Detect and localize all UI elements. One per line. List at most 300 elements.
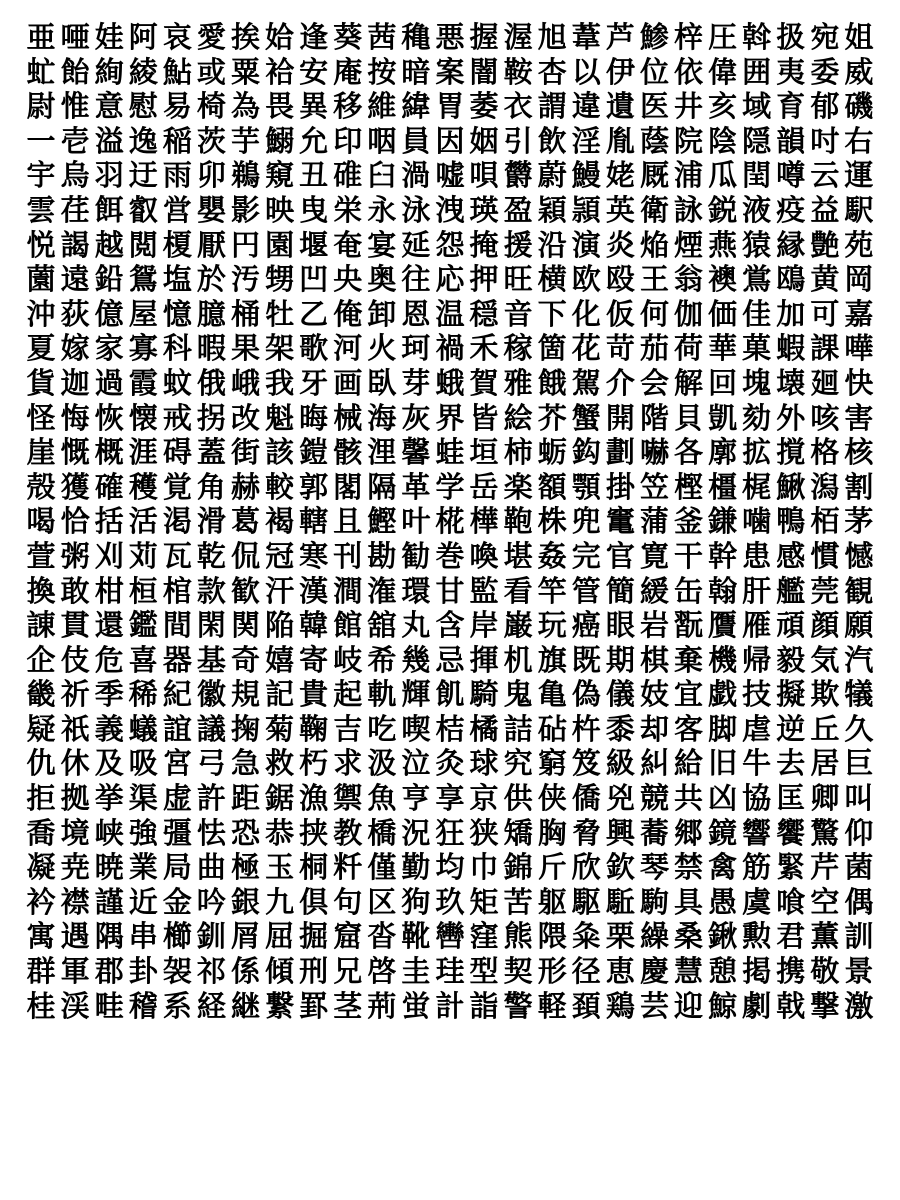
kanji-glyph: 妓 [639,677,669,712]
kanji-glyph: 英 [605,192,635,227]
kanji-glyph: 憶 [162,296,192,331]
kanji-glyph: 鴬 [742,262,772,297]
kanji-glyph: 訓 [844,919,874,954]
kanji-glyph: 稼 [503,331,533,366]
kanji-glyph: 貫 [60,608,90,643]
kanji-glyph: 滑 [196,504,226,539]
kanji-glyph: 玩 [537,608,567,643]
kanji-glyph: 換 [26,573,56,608]
kanji-glyph: 乙 [299,296,329,331]
kanji-glyph: 恩 [401,296,431,331]
kanji-glyph: 屈 [265,919,295,954]
kanji-glyph: 軌 [367,677,397,712]
kanji-glyph: 匡 [776,781,806,816]
kanji-glyph: 議 [196,711,226,746]
kanji-row [24,55,876,90]
kanji-glyph: 欣 [571,850,601,885]
kanji-glyph: 球 [469,746,499,781]
kanji-glyph: 唖 [60,20,90,54]
kanji-glyph: 萎 [469,89,499,124]
kanji-glyph: 衛 [639,192,669,227]
kanji-glyph: 挨 [231,20,261,54]
kanji-glyph: 桶 [231,296,261,331]
kanji-glyph: 卯 [196,158,226,193]
kanji-glyph: 允 [299,123,329,158]
kanji-glyph: 褐 [265,504,295,539]
kanji-glyph: 該 [265,435,295,470]
kanji-glyph: 印 [333,123,363,158]
kanji-glyph: 寡 [128,331,158,366]
kanji-glyph: 客 [674,711,704,746]
kanji-glyph: 啓 [367,954,397,989]
kanji-glyph: 以 [571,54,601,89]
kanji-glyph: 岸 [469,608,499,643]
kanji-glyph: 熊 [503,919,533,954]
kanji-glyph: 謂 [537,89,567,124]
kanji-glyph: 教 [333,815,363,850]
kanji-glyph: 或 [196,54,226,89]
kanji-row [24,746,876,781]
kanji-glyph: 絢 [94,54,124,89]
kanji-glyph: 饗 [776,815,806,850]
kanji-glyph: 音 [503,296,533,331]
kanji-glyph: 姥 [605,158,635,193]
kanji-glyph: 液 [742,192,772,227]
kanji-glyph: 委 [810,54,840,89]
kanji-glyph: 激 [844,988,874,1023]
kanji-glyph: 汽 [844,642,874,677]
kanji-glyph: 岡 [844,262,874,297]
kanji-glyph: 煙 [674,227,704,262]
kanji-glyph: 悪 [435,20,465,54]
kanji-glyph: 陰 [708,123,738,158]
kanji-glyph: 記 [265,677,295,712]
kanji-glyph: 運 [844,158,874,193]
kanji-glyph: 既 [571,642,601,677]
kanji-glyph: 繋 [265,988,295,1023]
kanji-glyph: 吟 [196,884,226,919]
kanji-glyph: 焔 [639,227,669,262]
kanji-glyph: 殻 [26,469,56,504]
kanji-glyph: 王 [639,262,669,297]
kanji-row [24,989,876,1024]
kanji-glyph: 串 [128,919,158,954]
kanji-glyph: 溢 [94,123,124,158]
kanji-glyph: 仇 [26,746,56,781]
kanji-glyph: 掬 [231,711,261,746]
kanji-glyph: 椅 [196,89,226,124]
kanji-glyph: 苛 [605,331,635,366]
kanji-glyph: 絵 [503,400,533,435]
kanji-glyph: 漢 [299,573,329,608]
kanji-glyph: 栢 [810,504,840,539]
kanji-glyph: 脚 [708,711,738,746]
kanji-glyph: 器 [162,642,192,677]
kanji-glyph: 慣 [810,538,840,573]
kanji-glyph: 掛 [605,469,635,504]
kanji-glyph: 温 [435,296,465,331]
kanji-glyph: 餌 [94,192,124,227]
kanji-glyph: 含 [435,608,465,643]
kanji-glyph: 泳 [401,192,431,227]
kanji-glyph: 各 [674,435,704,470]
kanji-glyph: 期 [605,642,635,677]
kanji-glyph: 凱 [708,400,738,435]
kanji-glyph: 樺 [469,504,499,539]
kanji-glyph: 奥 [367,262,397,297]
kanji-glyph: 撃 [810,988,840,1023]
kanji-glyph: 稀 [128,677,158,712]
kanji-glyph: 徽 [196,677,226,712]
kanji-glyph: 因 [435,123,465,158]
kanji-glyph: 僑 [571,781,601,816]
kanji-glyph: 臆 [196,296,226,331]
kanji-glyph: 覚 [162,469,192,504]
kanji-row [24,850,876,885]
kanji-glyph: 玉 [265,850,295,885]
kanji-glyph: 掲 [742,954,772,989]
kanji-glyph: 祇 [60,711,90,746]
kanji-glyph: 右 [844,123,874,158]
kanji-glyph: 揮 [469,642,499,677]
kanji-glyph: 劇 [742,988,772,1023]
kanji-glyph: 衣 [503,89,533,124]
kanji-glyph: 雁 [742,608,772,643]
kanji-glyph: 井 [674,89,704,124]
kanji-glyph: 岐 [333,642,363,677]
kanji-glyph: 榎 [162,227,192,262]
kanji-glyph: 棺 [162,573,192,608]
kanji-glyph: 芽 [401,365,431,400]
kanji-glyph: 粥 [60,538,90,573]
kanji-glyph: 牛 [742,746,772,781]
kanji-glyph: 碓 [333,158,363,193]
kanji-glyph: 響 [742,815,772,850]
kanji-glyph: 僅 [367,850,397,885]
kanji-glyph: 吋 [810,123,840,158]
kanji-glyph: 慧 [674,954,704,989]
kanji-glyph: 院 [674,123,704,158]
kanji-glyph: 扱 [776,20,806,54]
kanji-glyph: 嚇 [639,435,669,470]
kanji-glyph: 廻 [810,365,840,400]
kanji-glyph: 景 [844,954,874,989]
kanji-glyph: 胸 [537,815,567,850]
kanji-glyph: 渦 [401,158,431,193]
kanji-glyph: 頚 [571,988,601,1023]
kanji-glyph: 胃 [435,89,465,124]
kanji-glyph: 樫 [674,469,704,504]
kanji-glyph: 及 [94,746,124,781]
kanji-glyph: 何 [639,296,669,331]
kanji-glyph: 亀 [537,677,567,712]
kanji-glyph: 管 [571,573,601,608]
kanji-glyph: 機 [708,642,738,677]
kanji-glyph: 菓 [742,331,772,366]
kanji-glyph: 郁 [810,89,840,124]
kanji-glyph: 憩 [708,954,738,989]
kanji-glyph: 虻 [26,54,56,89]
kanji-glyph: 顔 [810,608,840,643]
kanji-glyph: 具 [674,884,704,919]
kanji-glyph: 看 [503,573,533,608]
kanji-glyph: 休 [60,746,90,781]
kanji-glyph: 机 [503,642,533,677]
kanji-glyph: 愛 [196,20,226,54]
kanji-glyph: 袈 [162,954,192,989]
kanji-glyph: 騎 [469,677,499,712]
kanji-glyph: 葦 [571,20,601,54]
kanji-glyph: 居 [810,746,840,781]
kanji-glyph: 祈 [60,677,90,712]
kanji-glyph: 翫 [674,608,704,643]
kanji-glyph: 活 [128,504,158,539]
kanji-glyph: 陥 [265,608,295,643]
kanji-glyph: 海 [367,400,397,435]
kanji-glyph: 桂 [26,988,56,1023]
kanji-glyph: 極 [231,850,261,885]
kanji-glyph: 駒 [639,884,669,919]
kanji-glyph: 享 [435,781,465,816]
kanji-glyph: 開 [605,400,635,435]
kanji-row [24,158,876,193]
kanji-row [24,20,876,55]
kanji-glyph: 鈎 [571,435,601,470]
kanji-glyph: 窪 [469,919,499,954]
kanji-glyph: 沖 [26,296,56,331]
kanji-glyph: 朽 [299,746,329,781]
kanji-glyph: 茅 [844,504,874,539]
kanji-glyph: 畿 [26,677,56,712]
kanji-glyph: 珂 [401,331,431,366]
kanji-glyph: 馨 [401,435,431,470]
kanji-glyph: 雲 [26,192,56,227]
kanji-glyph: 価 [708,296,738,331]
kanji-glyph: 握 [469,20,499,54]
kanji-glyph: 喰 [776,884,806,919]
kanji-glyph: 応 [435,262,465,297]
kanji-glyph: 拒 [26,781,56,816]
kanji-glyph: 戟 [776,988,806,1023]
kanji-glyph: 拐 [196,400,226,435]
kanji-glyph: 空 [810,884,840,919]
kanji-glyph: 京 [469,781,499,816]
kanji-glyph: 苦 [503,884,533,919]
kanji-glyph: 桓 [128,573,158,608]
kanji-glyph: 襟 [60,884,90,919]
kanji-glyph: 仰 [844,815,874,850]
kanji-glyph: 怯 [196,815,226,850]
kanji-glyph: 嫁 [60,331,90,366]
kanji-glyph: 眼 [605,608,635,643]
kanji-glyph: 慰 [128,89,158,124]
kanji-glyph: 橋 [367,815,397,850]
kanji-glyph: 迂 [128,158,158,193]
kanji-glyph: 烏 [60,158,90,193]
kanji-glyph: 季 [94,677,124,712]
kanji-glyph: 形 [537,954,567,989]
kanji-glyph: 械 [333,400,363,435]
kanji-glyph: 観 [844,573,874,608]
kanji-glyph: 棄 [674,642,704,677]
kanji-glyph: 侃 [231,538,261,573]
kanji-glyph: 竿 [537,573,567,608]
kanji-glyph: 恢 [94,400,124,435]
kanji-glyph: 桑 [674,919,704,954]
kanji-glyph: 往 [401,262,431,297]
kanji-glyph: 延 [401,227,431,262]
kanji-glyph: 隈 [537,919,567,954]
kanji-glyph: 咽 [367,123,397,158]
kanji-glyph: 花 [571,331,601,366]
kanji-glyph: 袷 [265,54,295,89]
kanji-glyph: 潟 [810,469,840,504]
kanji-glyph: 侠 [537,781,567,816]
kanji-glyph: 吸 [128,746,158,781]
kanji-glyph: 柿 [503,435,533,470]
kanji-glyph: 隔 [367,469,397,504]
kanji-row [24,539,876,574]
kanji-glyph: 謁 [60,227,90,262]
kanji-glyph: 尭 [60,850,90,885]
kanji-glyph: 却 [639,711,669,746]
kanji-glyph: 獲 [60,469,90,504]
kanji-glyph: 鴛 [128,262,158,297]
kanji-glyph: 泣 [401,746,431,781]
kanji-glyph: 割 [844,469,874,504]
kanji-glyph: 巾 [469,850,499,885]
kanji-glyph: 遇 [60,919,90,954]
kanji-glyph: 宇 [26,158,56,193]
kanji-glyph: 芹 [810,850,840,885]
kanji-glyph: 銀 [231,884,261,919]
kanji-glyph: 課 [810,331,840,366]
kanji-glyph: 虚 [162,781,192,816]
kanji-glyph: 鯨 [708,988,738,1023]
kanji-glyph: 荻 [60,296,90,331]
kanji-row [24,504,876,539]
kanji-glyph: 黄 [810,262,840,297]
kanji-glyph: 我 [265,365,295,400]
kanji-glyph: 魁 [265,400,295,435]
kanji-glyph: 倶 [299,884,329,919]
kanji-glyph: 迦 [60,365,90,400]
kanji-glyph: 缶 [674,573,704,608]
kanji-glyph: 拡 [742,435,772,470]
kanji-glyph: 軽 [537,988,567,1023]
kanji-glyph: 渥 [503,20,533,54]
kanji-glyph: 渓 [60,988,90,1023]
kanji-glyph: 劾 [742,400,772,435]
kanji-glyph: 舘 [367,608,397,643]
kanji-glyph: 況 [401,815,431,850]
kanji-glyph: 汚 [231,262,261,297]
kanji-glyph: 救 [265,746,295,781]
kanji-glyph: 雨 [162,158,192,193]
kanji-glyph: 家 [94,331,124,366]
kanji-glyph: 意 [94,89,124,124]
kanji-glyph: 靴 [401,919,431,954]
kanji-glyph: 迎 [674,988,704,1023]
kanji-glyph: 涯 [128,435,158,470]
kanji-glyph: 擬 [776,677,806,712]
kanji-glyph: 感 [776,538,806,573]
kanji-glyph: 偶 [844,884,874,919]
kanji-glyph: 義 [94,711,124,746]
kanji-glyph: 鎌 [708,504,738,539]
kanji-glyph: 鍬 [708,919,738,954]
kanji-glyph: 釧 [196,919,226,954]
kanji-glyph: 歓 [231,573,261,608]
kanji-glyph: 翁 [674,262,704,297]
kanji-glyph: 欝 [503,158,533,193]
kanji-glyph: 映 [265,192,295,227]
kanji-row [24,816,876,851]
kanji-glyph: 穏 [469,296,499,331]
kanji-glyph: 厭 [196,227,226,262]
kanji-row [24,677,876,712]
kanji-glyph: 閏 [742,158,772,193]
kanji-glyph: 犠 [844,677,874,712]
kanji-glyph: 琴 [639,850,669,885]
kanji-glyph: 勤 [401,850,431,885]
kanji-glyph: 間 [162,608,192,643]
kanji-glyph: 荷 [674,331,704,366]
kanji-glyph: 茎 [333,988,363,1023]
kanji-glyph: 求 [333,746,363,781]
kanji-glyph: 駈 [605,884,635,919]
kanji-glyph: 架 [265,331,295,366]
kanji-glyph: 繰 [639,919,669,954]
kanji-glyph: 誼 [162,711,192,746]
kanji-glyph: 胤 [605,123,635,158]
kanji-glyph: 蛙 [435,435,465,470]
kanji-glyph: 轄 [299,504,329,539]
kanji-glyph: 蛎 [537,435,567,470]
kanji-glyph: 劃 [605,435,635,470]
kanji-glyph: 葛 [231,504,261,539]
kanji-glyph: 伊 [605,54,635,89]
kanji-glyph: 幹 [708,538,738,573]
kanji-glyph: 気 [810,642,840,677]
kanji-glyph: 罫 [299,988,329,1023]
kanji-glyph: 危 [94,642,124,677]
kanji-glyph: 丑 [299,158,329,193]
kanji-glyph: 牡 [265,296,295,331]
kanji-glyph: 鰍 [776,469,806,504]
kanji-glyph: 棋 [639,642,669,677]
kanji-glyph: 俺 [333,296,363,331]
kanji-glyph: 碍 [162,435,192,470]
kanji-glyph: 瓜 [708,158,738,193]
kanji-glyph: 吉 [333,711,363,746]
kanji-glyph: 加 [776,296,806,331]
kanji-glyph: 共 [674,781,704,816]
kanji-glyph: 芥 [537,400,567,435]
kanji-glyph: 雅 [503,365,533,400]
kanji-glyph: 恵 [605,954,635,989]
kanji-glyph: 丸 [401,608,431,643]
kanji-glyph: 威 [844,54,874,89]
kanji-row [24,954,876,989]
kanji-glyph: 荊 [367,988,397,1023]
kanji-glyph: 愚 [708,884,738,919]
kanji-glyph: 窟 [333,919,363,954]
kanji-glyph: 喚 [469,538,499,573]
kanji-glyph: 躯 [537,884,567,919]
kanji-glyph: 駕 [571,365,601,400]
kanji-glyph: 貝 [674,400,704,435]
